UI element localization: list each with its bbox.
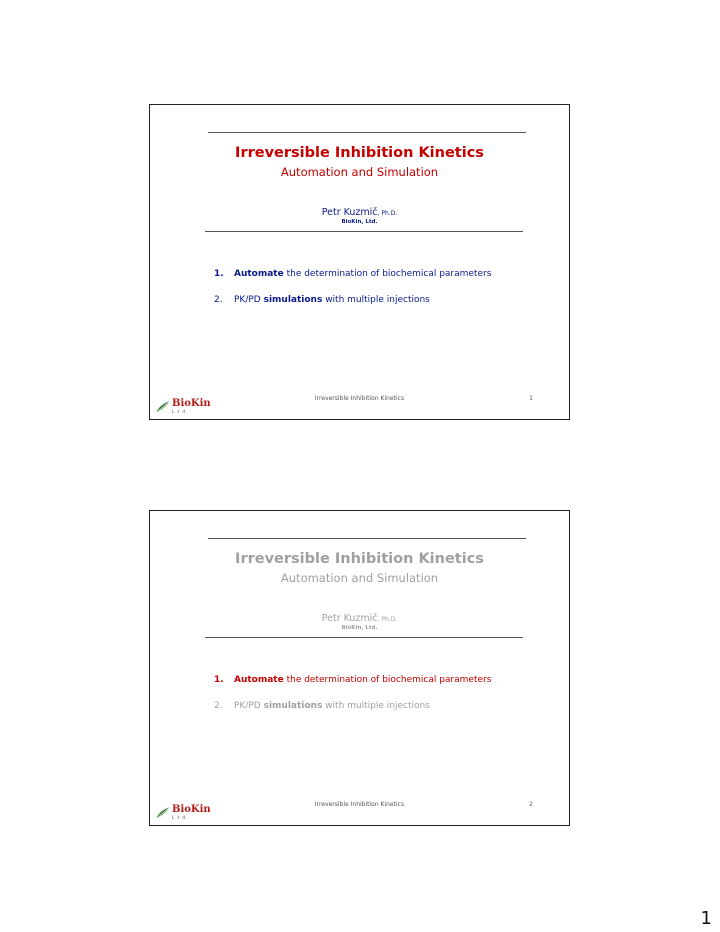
agenda-number: 2. bbox=[214, 295, 223, 305]
logo-subtitle: L t d. bbox=[172, 409, 189, 414]
slide-subtitle: Automation and Simulation bbox=[280, 571, 439, 585]
logo-name: BioKin bbox=[172, 398, 211, 409]
document-page-number: 1 bbox=[700, 908, 712, 929]
slide-title: Irreversible Inhibition Kinetics bbox=[235, 551, 484, 567]
slide-number: 1 bbox=[529, 395, 533, 402]
agenda-number: 1. bbox=[214, 675, 224, 685]
organization: BioKin, Ltd. bbox=[341, 219, 378, 225]
agenda-keyword: Automate bbox=[234, 269, 284, 279]
author-name: Petr Kuzmič bbox=[321, 207, 378, 218]
agenda-keyword: simulations bbox=[263, 701, 323, 711]
agenda-item-2 bbox=[214, 295, 430, 305]
agenda-keyword: Automate bbox=[234, 675, 284, 685]
slide-2 bbox=[149, 510, 570, 826]
agenda-item-2 bbox=[214, 701, 430, 711]
author-degree: , Ph.D. bbox=[377, 616, 398, 623]
author-degree: , Ph.D. bbox=[377, 210, 398, 217]
logo-name: BioKin bbox=[172, 804, 211, 815]
top-rule bbox=[208, 538, 526, 539]
agenda-text: with multiple injections bbox=[322, 701, 430, 711]
slide-1 bbox=[149, 104, 570, 420]
leaf-icon bbox=[155, 806, 171, 820]
agenda-prefix: PK/PD bbox=[234, 295, 264, 305]
bottom-rule bbox=[205, 637, 523, 638]
organization: BioKin, Ltd. bbox=[341, 625, 378, 631]
leaf-icon bbox=[155, 400, 171, 414]
top-rule bbox=[208, 132, 526, 133]
agenda-item-1 bbox=[214, 675, 491, 685]
agenda-text: the determination of biochemical parameters bbox=[283, 269, 492, 279]
agenda-keyword: simulations bbox=[263, 295, 323, 305]
slide-footer: Irreversible Inhibition Kinetics bbox=[314, 395, 405, 402]
author bbox=[150, 207, 569, 218]
bottom-rule bbox=[205, 231, 523, 232]
agenda-item-1 bbox=[214, 269, 491, 279]
slide-subtitle: Automation and Simulation bbox=[280, 165, 439, 179]
agenda-prefix: PK/PD bbox=[234, 701, 264, 711]
agenda-text: the determination of biochemical parameters bbox=[283, 675, 492, 685]
agenda-number: 1. bbox=[214, 269, 224, 279]
author-name: Petr Kuzmič bbox=[321, 613, 378, 624]
agenda-text: with multiple injections bbox=[322, 295, 430, 305]
author bbox=[150, 613, 569, 624]
slide-number: 2 bbox=[529, 801, 533, 808]
logo-subtitle: L t d. bbox=[172, 815, 189, 820]
agenda-number: 2. bbox=[214, 701, 223, 711]
slide-title: Irreversible Inhibition Kinetics bbox=[235, 145, 484, 161]
slide-footer: Irreversible Inhibition Kinetics bbox=[314, 801, 405, 808]
